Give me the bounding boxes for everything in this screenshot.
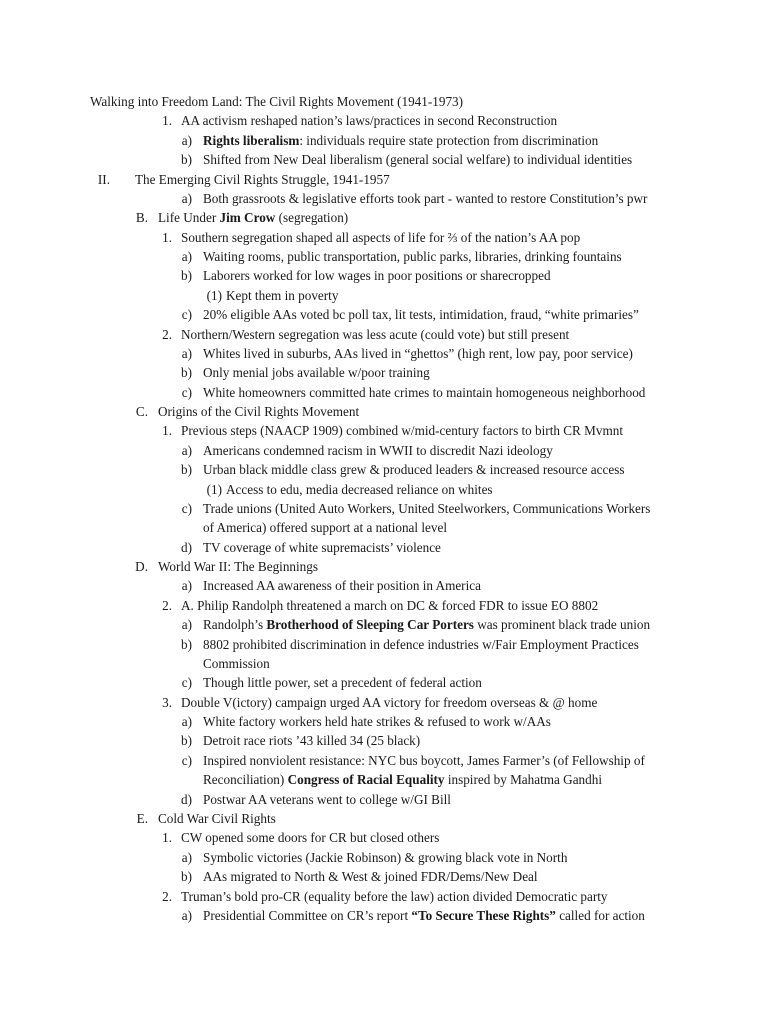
list-item-continuation: Reconciliation) Congress of Racial Equality inspired by Mahatma Gandhi bbox=[203, 772, 602, 787]
list-item: Southern segregation shaped all aspects of life for ⅔ of the nation’s AA pop bbox=[181, 230, 581, 245]
list-item: AA activism reshaped nation’s laws/practices in second Reconstruction bbox=[181, 113, 558, 128]
list-item: 8802 prohibited discrimination in defence industries w/Fair Employment Practices bbox=[203, 637, 639, 652]
list-item: Laborers worked for low wages in poor positions or sharecropped bbox=[203, 268, 551, 283]
list-item: AAs migrated to North & West & joined FDR/Dems/New Deal bbox=[203, 869, 538, 884]
list-marker: a) bbox=[181, 249, 192, 264]
list-marker: a) bbox=[181, 191, 192, 206]
list-item: Randolph’s Brotherhood of Sleeping Car Porters was prominent black trade union bbox=[203, 617, 651, 632]
list-item: Waiting rooms, public transportation, public parks, libraries, drinking fountains bbox=[203, 249, 622, 264]
list-marker: (1) bbox=[206, 288, 222, 303]
list-item: 20% eligible AAs voted bc poll tax, lit tests, intimidation, fraud, “white primaries” bbox=[203, 307, 639, 322]
subsection-heading: Origins of the Civil Rights Movement bbox=[158, 404, 360, 419]
list-item: CW opened some doors for CR but closed others bbox=[181, 830, 440, 845]
list-marker: a) bbox=[181, 346, 192, 361]
list-item: Though little power, set a precedent of federal action bbox=[203, 675, 482, 690]
list-marker: 1. bbox=[162, 830, 172, 845]
list-item: Both grassroots & legislative efforts took part - wanted to restore Constitution’s pwr bbox=[203, 191, 648, 206]
list-item: Shifted from New Deal liberalism (general social welfare) to individual identities bbox=[203, 152, 633, 167]
list-item: Symbolic victories (Jackie Robinson) & growing black vote in North bbox=[203, 850, 568, 865]
list-marker: b) bbox=[181, 733, 192, 748]
list-marker: b) bbox=[181, 152, 192, 167]
list-item: Only menial jobs available w/poor training bbox=[203, 365, 430, 380]
list-marker: c) bbox=[181, 675, 192, 690]
list-marker: a) bbox=[181, 578, 192, 593]
list-item: Truman’s bold pro-CR (equality before the law) action divided Democratic party bbox=[181, 889, 608, 904]
list-item: Kept them in poverty bbox=[226, 288, 339, 303]
list-marker: 1. bbox=[162, 230, 172, 245]
list-item: Access to edu, media decreased reliance on whites bbox=[226, 482, 493, 497]
list-marker: D. bbox=[135, 559, 148, 574]
list-marker: b) bbox=[181, 462, 192, 477]
list-marker: 3. bbox=[162, 695, 172, 710]
list-item: Previous steps (NAACP 1909) combined w/mid-century factors to birth CR Mvmnt bbox=[181, 423, 623, 438]
list-marker: d) bbox=[181, 792, 192, 807]
list-marker: a) bbox=[181, 617, 192, 632]
subsection-heading: World War II: The Beginnings bbox=[158, 559, 319, 574]
list-item: Postwar AA veterans went to college w/GI Bill bbox=[203, 792, 451, 807]
list-item-continuation: Commission bbox=[203, 656, 270, 671]
list-marker: a) bbox=[181, 443, 192, 458]
list-item: Trade unions (United Auto Workers, United Steelworkers, Communications Workers bbox=[203, 501, 651, 516]
list-item: Americans condemned racism in WWII to discredit Nazi ideology bbox=[203, 443, 553, 458]
list-item: Rights liberalism: individuals require state protection from discrimination bbox=[203, 133, 599, 148]
list-marker: 2. bbox=[162, 889, 172, 904]
list-item: Presidential Committee on CR’s report “To Secure These Rights” called for action bbox=[203, 908, 645, 923]
list-item: A. Philip Randolph threatened a march on DC & forced FDR to issue EO 8802 bbox=[181, 598, 599, 613]
list-item: TV coverage of white supremacists’ violence bbox=[203, 540, 441, 555]
list-marker: c) bbox=[181, 385, 192, 400]
list-marker: c) bbox=[181, 307, 192, 322]
section-heading: The Emerging Civil Rights Struggle, 1941-1957 bbox=[135, 172, 390, 187]
subsection-heading: Life Under Jim Crow (segregation) bbox=[158, 210, 349, 225]
list-marker: (1) bbox=[206, 482, 222, 497]
list-marker: b) bbox=[181, 365, 192, 380]
list-marker: a) bbox=[181, 133, 192, 148]
list-item: Increased AA awareness of their position in America bbox=[203, 578, 481, 593]
list-marker: 1. bbox=[162, 113, 172, 128]
list-marker: a) bbox=[181, 908, 192, 923]
list-marker: d) bbox=[181, 540, 192, 555]
list-item: White homeowners committed hate crimes to maintain homogeneous neighborhood bbox=[203, 385, 646, 400]
list-marker: B. bbox=[135, 210, 148, 225]
subsection-heading: Cold War Civil Rights bbox=[158, 811, 276, 826]
list-marker: II. bbox=[97, 172, 110, 187]
list-marker: c) bbox=[181, 501, 192, 516]
list-item: Double V(ictory) campaign urged AA victory for freedom overseas & @ home bbox=[181, 695, 598, 710]
list-marker: a) bbox=[181, 850, 192, 865]
list-marker: C. bbox=[135, 404, 148, 419]
list-marker: a) bbox=[181, 714, 192, 729]
list-marker: E. bbox=[136, 811, 148, 826]
list-marker: 2. bbox=[162, 598, 172, 613]
list-item: Whites lived in suburbs, AAs lived in “ghettos” (high rent, low pay, poor service) bbox=[203, 346, 633, 361]
document-title: Walking into Freedom Land: The Civil Rights Movement (1941-1973) bbox=[90, 94, 464, 109]
list-item: Detroit race riots ’43 killed 34 (25 black) bbox=[203, 733, 421, 748]
list-item: White factory workers held hate strikes & refused to work w/AAs bbox=[203, 714, 551, 729]
list-marker: c) bbox=[181, 753, 192, 768]
list-item: Northern/Western segregation was less acute (could vote) but still present bbox=[181, 327, 570, 342]
list-marker: b) bbox=[181, 637, 192, 652]
list-marker: 1. bbox=[162, 423, 172, 438]
list-item: Urban black middle class grew & produced leaders & increased resource access bbox=[203, 462, 625, 477]
list-marker: b) bbox=[181, 869, 192, 884]
list-marker: b) bbox=[181, 268, 192, 283]
list-item: Inspired nonviolent resistance: NYC bus boycott, James Farmer’s (of Fellowship of bbox=[203, 753, 645, 768]
list-item-continuation: of America) offered support at a national level bbox=[203, 520, 447, 535]
list-marker: 2. bbox=[162, 327, 172, 342]
